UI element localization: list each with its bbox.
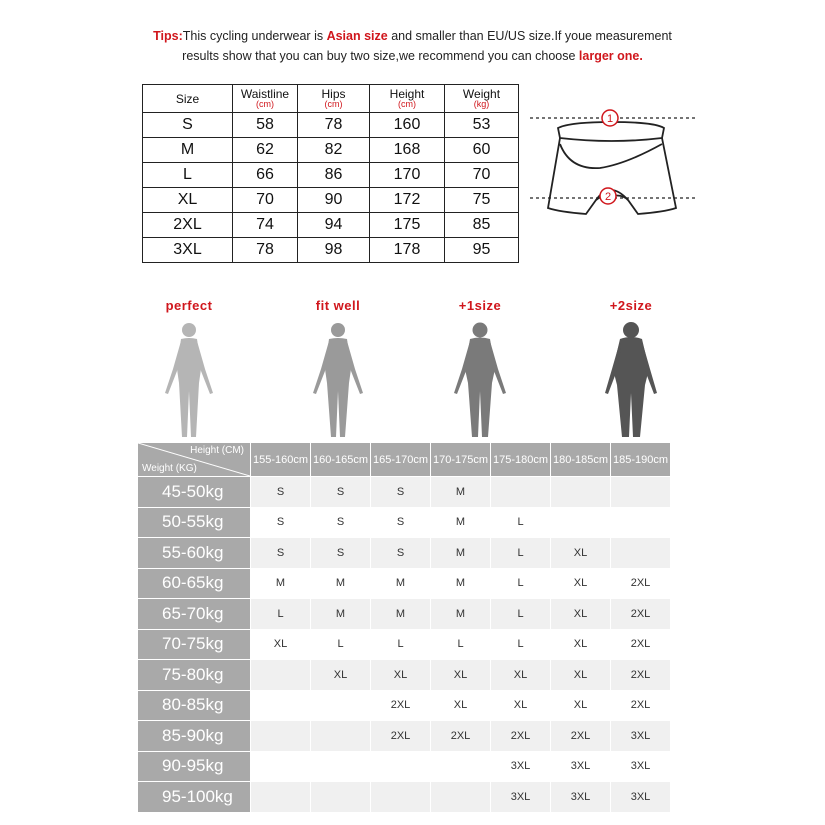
size-chart-cell — [611, 507, 671, 538]
size-chart-cell — [431, 782, 491, 813]
fit-figure-perfect — [129, 298, 249, 439]
size-chart-cell: M — [311, 568, 371, 599]
size-cell: 2XL — [143, 213, 233, 238]
size-row — [143, 113, 519, 138]
hips-cell: 98 — [298, 238, 370, 263]
hips-cell: 78 — [298, 113, 370, 138]
weight-row-header: 95-100kg — [138, 782, 251, 813]
size-chart-cell — [491, 477, 551, 508]
size-chart-cell: L — [311, 629, 371, 660]
tips-text-2: and smaller than EU/US size.If youe measurement — [387, 29, 672, 43]
weight-cell: 85 — [445, 213, 519, 238]
height-column-header: 160-165cm — [311, 443, 371, 477]
height-header: Height (cm) — [370, 85, 445, 113]
size-chart-cell: L — [491, 568, 551, 599]
size-chart-row — [138, 538, 671, 569]
tips-text — [0, 26, 825, 66]
waist-cell: 62 — [233, 138, 298, 163]
size-chart-cell: S — [311, 538, 371, 569]
size-chart-cell: M — [431, 507, 491, 538]
size-chart-cell: XL — [431, 690, 491, 721]
size-chart-cell: 3XL — [551, 751, 611, 782]
fit-figure-plus2 — [571, 298, 691, 439]
size-cell: L — [143, 163, 233, 188]
size-chart-row — [138, 599, 671, 630]
size-chart-cell: S — [371, 507, 431, 538]
height-cell: 172 — [370, 188, 445, 213]
height-column-header: 180-185cm — [551, 443, 611, 477]
size-chart-cell: 2XL — [611, 568, 671, 599]
height-cell: 170 — [370, 163, 445, 188]
size-chart-cell — [611, 477, 671, 508]
weight-cell: 95 — [445, 238, 519, 263]
weight-row-header: 90-95kg — [138, 751, 251, 782]
weight-row-header: 50-55kg — [138, 507, 251, 538]
size-chart-cell: S — [371, 477, 431, 508]
size-chart-cell — [251, 660, 311, 691]
size-chart-row — [138, 507, 671, 538]
size-chart-row — [138, 751, 671, 782]
size-chart-cell: XL — [551, 568, 611, 599]
weight-row-header: 65-70kg — [138, 599, 251, 630]
hips-cell: 86 — [298, 163, 370, 188]
fit-label: +1size — [458, 298, 502, 313]
height-cell: 178 — [370, 238, 445, 263]
size-chart-cell: XL — [551, 690, 611, 721]
weight-axis-label: Weight (KG) — [142, 463, 197, 474]
size-chart-cell: XL — [431, 660, 491, 691]
weight-row-header: 80-85kg — [138, 690, 251, 721]
size-chart-cell: M — [431, 568, 491, 599]
body-silhouette-icon — [450, 321, 510, 439]
size-chart-cell: L — [371, 629, 431, 660]
size-chart-cell: XL — [371, 660, 431, 691]
size-chart-cell: L — [491, 599, 551, 630]
size-chart-cell: L — [431, 629, 491, 660]
size-row — [143, 238, 519, 263]
height-cell: 175 — [370, 213, 445, 238]
waistline-header: Waistline (cm) — [233, 85, 298, 113]
size-row — [143, 188, 519, 213]
height-column-header: 155-160cm — [251, 443, 311, 477]
weight-header: Weight (kg) — [445, 85, 519, 113]
tips-asian-size: Asian size — [326, 29, 388, 43]
size-chart-row — [138, 568, 671, 599]
size-cell: S — [143, 113, 233, 138]
tips-text-1: This cycling underwear is — [182, 29, 327, 43]
height-column-header: 175-180cm — [491, 443, 551, 477]
size-chart-cell: XL — [551, 599, 611, 630]
marker-1: 1 — [606, 113, 614, 125]
size-chart-row — [138, 782, 671, 813]
size-chart-cell: XL — [551, 538, 611, 569]
size-cell: M — [143, 138, 233, 163]
height-column-header: 165-170cm — [371, 443, 431, 477]
size-chart-cell: 3XL — [611, 751, 671, 782]
size-chart-cell: 2XL — [611, 690, 671, 721]
size-chart-cell — [311, 690, 371, 721]
size-chart-cell: 2XL — [551, 721, 611, 752]
waist-cell: 70 — [233, 188, 298, 213]
hips-cell: 90 — [298, 188, 370, 213]
weight-cell: 70 — [445, 163, 519, 188]
size-chart-cell: S — [371, 538, 431, 569]
size-chart-cell: XL — [311, 660, 371, 691]
fit-label: fit well — [315, 298, 361, 313]
weight-row-header: 55-60kg — [138, 538, 251, 569]
size-chart-cell: XL — [551, 660, 611, 691]
size-chart-cell — [251, 690, 311, 721]
weight-cell: 60 — [445, 138, 519, 163]
size-chart-cell: S — [251, 507, 311, 538]
body-silhouette-icon — [308, 321, 368, 439]
height-cell: 168 — [370, 138, 445, 163]
size-chart-cell — [251, 782, 311, 813]
waist-cell: 78 — [233, 238, 298, 263]
size-chart-cell: M — [431, 599, 491, 630]
size-row — [143, 138, 519, 163]
shorts-diagram — [530, 100, 700, 240]
tips-text-3: results show that you can buy two size,we recommend you can choose — [182, 49, 579, 63]
size-cell: XL — [143, 188, 233, 213]
size-chart-cell: M — [251, 568, 311, 599]
size-chart-cell: 2XL — [491, 721, 551, 752]
size-row — [143, 213, 519, 238]
size-chart-row — [138, 477, 671, 508]
size-chart-cell: M — [371, 568, 431, 599]
size-row — [143, 163, 519, 188]
hips-cell: 94 — [298, 213, 370, 238]
waist-cell: 74 — [233, 213, 298, 238]
size-chart-table — [137, 442, 671, 813]
size-chart-cell: S — [251, 538, 311, 569]
marker-2: 2 — [604, 191, 612, 203]
size-chart-header — [138, 443, 671, 477]
size-chart-cell: XL — [491, 690, 551, 721]
weight-row-header: 60-65kg — [138, 568, 251, 599]
waist-cell: 66 — [233, 163, 298, 188]
hips-header: Hips (cm) — [298, 85, 370, 113]
size-chart-cell: 2XL — [371, 721, 431, 752]
size-chart-cell: S — [311, 477, 371, 508]
size-chart-cell: 2XL — [611, 629, 671, 660]
fit-figure-fit-well — [278, 298, 398, 439]
size-chart-cell: XL — [251, 629, 311, 660]
size-chart-cell: XL — [491, 660, 551, 691]
size-chart-cell: 3XL — [491, 751, 551, 782]
size-chart-cell: 2XL — [611, 599, 671, 630]
size-chart-cell — [611, 538, 671, 569]
size-chart-cell: XL — [551, 629, 611, 660]
size-chart-cell: M — [431, 538, 491, 569]
fit-figure-plus1 — [420, 298, 540, 439]
size-chart-cell — [251, 751, 311, 782]
hips-cell: 82 — [298, 138, 370, 163]
size-chart-cell — [371, 782, 431, 813]
size-chart-row — [138, 721, 671, 752]
size-chart-row — [138, 660, 671, 691]
size-chart-cell — [551, 477, 611, 508]
weight-row-header: 45-50kg — [138, 477, 251, 508]
size-chart-cell — [551, 507, 611, 538]
size-chart-cell: 2XL — [431, 721, 491, 752]
weight-cell: 75 — [445, 188, 519, 213]
size-chart-cell: 2XL — [371, 690, 431, 721]
weight-row-header: 85-90kg — [138, 721, 251, 752]
size-chart-cell: 3XL — [551, 782, 611, 813]
size-chart-cell: L — [491, 538, 551, 569]
height-cell: 160 — [370, 113, 445, 138]
weight-row-header: 70-75kg — [138, 629, 251, 660]
tips-larger-one: larger one. — [578, 49, 643, 63]
size-header: Size — [143, 85, 233, 113]
size-chart-cell — [431, 751, 491, 782]
body-silhouette-icon — [601, 321, 661, 439]
height-column-header: 170-175cm — [431, 443, 491, 477]
size-chart-row — [138, 629, 671, 660]
tips-label: Tips: — [153, 29, 183, 43]
corner-cell — [138, 443, 251, 477]
size-table — [142, 84, 519, 263]
size-chart-cell: M — [371, 599, 431, 630]
size-chart-cell: L — [491, 629, 551, 660]
height-column-header: 185-190cm — [611, 443, 671, 477]
size-chart-cell: 3XL — [611, 782, 671, 813]
weight-cell: 53 — [445, 113, 519, 138]
size-chart-cell: L — [251, 599, 311, 630]
size-chart-cell: M — [431, 477, 491, 508]
size-chart-cell: M — [311, 599, 371, 630]
size-chart-cell — [311, 751, 371, 782]
size-chart-cell: L — [491, 507, 551, 538]
size-chart-cell: 3XL — [491, 782, 551, 813]
waist-cell: 58 — [233, 113, 298, 138]
weight-row-header: 75-80kg — [138, 660, 251, 691]
size-table-header — [143, 85, 519, 113]
size-chart-cell: S — [251, 477, 311, 508]
size-chart-row — [138, 690, 671, 721]
size-chart-cell — [311, 782, 371, 813]
body-silhouette-icon — [159, 321, 219, 439]
size-chart-cell — [311, 721, 371, 752]
size-chart-cell: 3XL — [611, 721, 671, 752]
size-chart-cell — [251, 721, 311, 752]
size-chart-cell: S — [311, 507, 371, 538]
fit-label: perfect — [165, 298, 213, 313]
size-cell: 3XL — [143, 238, 233, 263]
fit-label: +2size — [609, 298, 653, 313]
size-chart-cell: 2XL — [611, 660, 671, 691]
size-chart-cell — [371, 751, 431, 782]
height-axis-label: Height (CM) — [190, 445, 244, 456]
